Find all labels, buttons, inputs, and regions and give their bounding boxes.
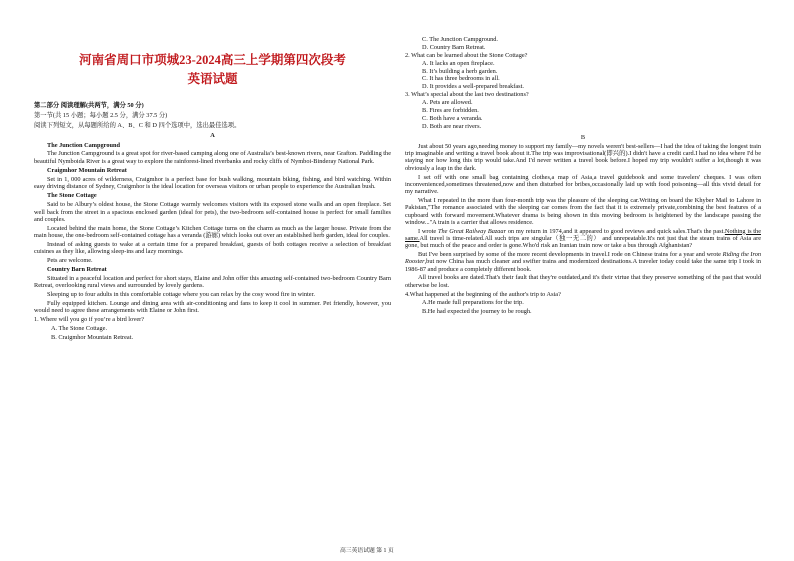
question-3-option-c: C. Both have a veranda.	[422, 114, 483, 122]
right-column	[405, 0, 761, 315]
passage-a-paragraph: Pets are welcome.	[47, 256, 93, 264]
passage-a-paragraph: Sleeping up to four adults in this comfortable cottage where you can relax by the cosy wood fire in winter.	[47, 291, 315, 299]
passage-b-text: But I've been surprised by some of the more recent developments in travel.I rode on Chinese trains for a year and wrote	[418, 251, 723, 259]
passage-b-text: ,but now China has much cleaner and swifter trains and modernized destinations.A traveler today could take the same trip I took in 1986-87 and produce a completely different book.	[405, 258, 761, 273]
question-2-option-a: A. It lacks an open fireplace.	[422, 59, 495, 67]
passage-a-letter: A	[210, 132, 215, 140]
question-1-option-b: B. Craigmhor Mountain Retreat.	[51, 333, 134, 341]
question-3-stem: 3. What’s special about the last two destinations?	[405, 91, 529, 99]
question-1-option-d: D. Country Barn Retreat.	[422, 43, 486, 51]
question-4-option-a: A.He made full preparations for the trip.	[422, 299, 524, 307]
question-4-option-b: B.He had expected the journey to be rough.	[422, 308, 532, 316]
question-2-stem: 2. What can be learned about the Stone Cottage?	[405, 51, 528, 59]
question-1-option-c: C. The Junction Campground.	[422, 36, 498, 43]
passage-a-heading-2: Craigmhor Mountain Retreat	[47, 167, 127, 175]
left-column	[34, 0, 391, 341]
book-title-italic: The Great Railway Bazaar	[437, 227, 507, 235]
passage-a-paragraph: Located behind the main home, the Stone Cottage’s Kitchen Cottage turns on the charm as much as the larger house. Private from the main house, the one-bedroom self-contained cottage has a veranda (游廊) which looks out over an established herb garden, ideal for couples.	[34, 224, 391, 239]
question-2-option-d: D. It provides a well-prepared breakfast.	[422, 83, 524, 91]
passage-b-letter: B	[580, 134, 586, 142]
passage-b-paragraph: I set off with one small bag containing clothes,a map of Asia,a travel guidebook and some travelers' cheques. I was often inconvenienced,sometimes threatened,now and then disturbed for bribes,occasionally laid up with food poisoning—all this vivid detail for my narrative.	[405, 173, 761, 196]
passage-b-paragraph: What I repeated in the more than four-month trip was the pleasure of the sleeping car.Writing on board the Khyber Mail to Lahore in Pakistan,"The romance associated with the sleeping car comes from the fact that it is extremely private,combining the best features of a cupboard with forward movement.Whatever drama is being shown in this moving bedroom is heightened by the landscape passing the window..."A train is a carrier that allows residence.	[405, 196, 761, 226]
question-2-option-b: B. It’s building a herb garden.	[422, 67, 498, 75]
passage-b-paragraph	[405, 251, 761, 273]
passage-a-paragraph: Set in 1, 000 acres of wilderness, Craigmhor is a perfect base for bush walking, mountain biking, fishing, and bird watching. Within easy driving distance of Sydney, Craigmhor is the ideal location for overseas visitors or urban people to experience the Australian bush.	[34, 175, 391, 191]
question-3-option-b: B. Fires are forbidden.	[422, 107, 479, 115]
section-heading: 第二部分 阅读理解(共两节，满分 50 分)	[34, 101, 144, 109]
page-footer: 高三英语试题 第 1 页	[340, 548, 394, 554]
passage-a-heading-1: The Junction Campground	[47, 141, 121, 149]
book-title-italic: Riding the Iron Rooster	[405, 251, 762, 266]
question-1-stem: 1. Where will you go if you’re a bird lover?	[34, 315, 145, 323]
passage-b-paragraph: Just about 50 years ago,needing money to support my family—my novels weren't best-sellers—I had the idea of taking the longest train trip imaginable and writing a travel book about it.The trip was improvisational(即兴的).I didn't have a credit card.I had no idea where I'd be staying nor how long this trip would take.And I'd never written a travel book before.I hoped my trip wouldn't suffer a lot,though it was obviously a leap in the dark.	[405, 142, 761, 172]
passage-a-heading-3: The Stone Cottage	[47, 192, 97, 200]
passage-a-paragraph: Said to be Albury’s oldest house, the Stone Cottage warmly welcomes visitors with its exposed stone walls and an open fireplace. Set well back from the street in a spacious enclosed garden (ideal for pets), the two-bedroom self-contained house is perfect for small families and couples.	[34, 201, 391, 223]
passage-b-text: on my return in 1974,and it appeared to good reviews and quick sales.That's the past.	[506, 227, 725, 235]
passage-a-heading-4: Country Barn Retreat	[47, 266, 107, 274]
passage-a-paragraph: Situated in a peaceful location and perfect for short stays, Elaine and John offer this amazing self-contained two-bedroom Country Barn Retreat, overlooking rural views and surrounded by lovely gardens.	[34, 274, 391, 290]
question-1-option-a: A. The Stone Cottage.	[51, 324, 108, 332]
passage-b-paragraph: All travel books are dated.That's their fault that they're outdated,and it's their virtue that they preserve something of the past that would otherwise be lost.	[405, 274, 761, 289]
section-subheading: 第一节(共 15 小题；每小题 2.5 分，满分 37.5 分)	[34, 111, 168, 119]
question-2-option-c: C. It has three bedrooms in all.	[422, 75, 500, 83]
passage-a-paragraph: Instead of asking guests to wake at a certain time for a prepared breakfast, guests of both cottages receive a selection of breakfast cuisines as they like, allowing sleep-ins and lazy mornings.	[34, 240, 391, 256]
passage-a-paragraph: Fully equipped kitchen. Lounge and dining area with air-conditioning and fans to keep it cool in summer. Pet friendly, however, you would need to agree these arrangements with Elaine or John first.	[34, 299, 391, 315]
passage-b-text: All travel is time-related.All such trips are singular（独一无二的） and unrepeatable.It's not just that the steam trains of Asia are gone, but much of the peace and order is gone.Who'd risk an Iranian train now or take a bus through Afghanistan?	[405, 234, 761, 250]
passage-b-text: I wrote	[418, 227, 438, 235]
underlined-phrase: Nothing is the same.	[405, 227, 761, 242]
question-3-option-a: A. Pets are allowed.	[422, 99, 473, 107]
passage-b-paragraph	[405, 228, 761, 250]
passage-a-paragraph: The Junction Campground is a great spot for river-based camping along one of Australia’s best-known rivers, near Grafton. Paddling the beautiful Nymboida River is a great way to explore the rainforest-lined riverbanks and rocky cliffs of Nymboi-Binderay National Park.	[34, 150, 391, 165]
exam-subtitle: 英语试题	[187, 72, 238, 87]
exam-title: 河南省周口市项城23-2024高三上学期第四次段考	[79, 53, 346, 67]
question-4-stem: 4.What happened at the beginning of the author's trip to Asia?	[405, 290, 561, 298]
section-instructions: 阅读下列短文，从每题所给的 A、B、C 和 D 四个选项中，选出最佳选项。	[34, 122, 241, 130]
question-3-option-d: D. Both are near rivers.	[422, 122, 482, 130]
